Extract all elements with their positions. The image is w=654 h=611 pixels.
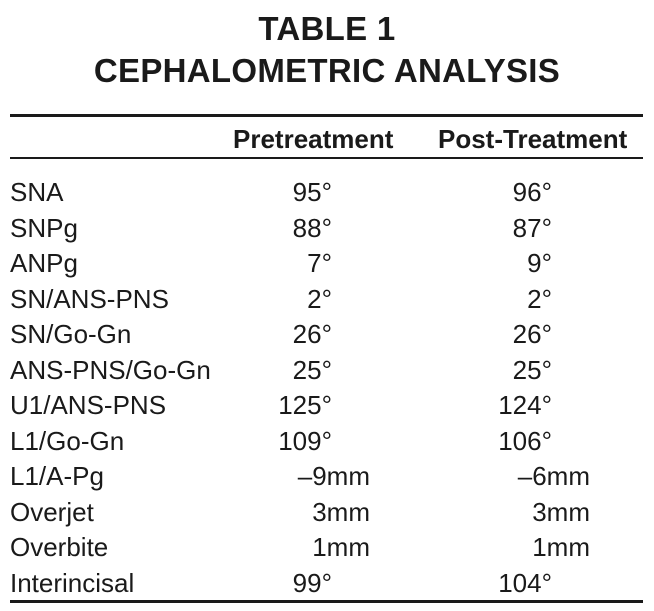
row-label: SNPg: [10, 212, 78, 243]
table-row: [0, 459, 654, 495]
table-row: [0, 530, 654, 566]
pretreatment-value: –9mm: [297, 461, 370, 491]
post-treatment-value: 2°: [527, 283, 552, 314]
pretreatment-value: 95°: [292, 177, 332, 207]
table-row: [0, 175, 654, 211]
table-row: [0, 317, 654, 353]
pretreatment-value: 7°: [307, 248, 332, 278]
table-row: [0, 282, 654, 318]
table-row: [0, 388, 654, 424]
row-label: ANPg: [10, 248, 78, 278]
table-row: [0, 211, 654, 247]
post-treatment-value: 9°: [527, 248, 552, 278]
pretreatment-value: 1mm: [312, 532, 370, 562]
header-rule: [10, 157, 643, 159]
row-label: Interincisal: [10, 567, 135, 598]
row-label: ANS-PNS/Go-Gn: [10, 354, 211, 385]
pretreatment-value: 88°: [292, 212, 332, 243]
post-treatment-value: –6mm: [517, 461, 590, 491]
table-row: [0, 566, 654, 602]
post-treatment-value: 124°: [498, 390, 552, 420]
table-row: [0, 424, 654, 460]
pretreatment-value: 99°: [292, 567, 332, 598]
pretreatment-value: 25°: [292, 354, 332, 385]
row-label: U1/ANS-PNS: [10, 390, 167, 420]
table-title: [0, 8, 654, 92]
row-label: SN/Go-Gn: [10, 319, 132, 349]
post-treatment-value: 106°: [498, 425, 552, 456]
pretreatment-value: 26°: [292, 319, 332, 349]
post-treatment-value: 25°: [512, 354, 552, 385]
row-label: L1/Go-Gn: [10, 425, 125, 456]
row-label: SN/ANS-PNS: [10, 283, 169, 314]
top-rule: [10, 114, 643, 117]
table-row: [0, 353, 654, 389]
post-treatment-value: 104°: [498, 567, 552, 598]
table-caption: CEPHALOMETRIC ANALYSIS: [93, 52, 561, 89]
row-label: L1/A-Pg: [10, 461, 104, 491]
post-treatment-value: 1mm: [532, 532, 590, 562]
pretreatment-value: 125°: [278, 390, 332, 420]
column-header-pretreatment: Pretreatment: [233, 124, 394, 154]
post-treatment-value: 87°: [512, 212, 552, 243]
row-label: Overjet: [10, 496, 94, 527]
post-treatment-value: 3mm: [532, 496, 590, 527]
post-treatment-value: 96°: [512, 177, 552, 207]
row-label: Overbite: [10, 532, 109, 562]
pretreatment-value: 3mm: [312, 496, 370, 527]
post-treatment-value: 26°: [512, 319, 552, 349]
table-body: [0, 175, 654, 601]
pretreatment-value: 109°: [278, 425, 332, 456]
column-header-post-treatment: Post-Treatment: [438, 124, 628, 154]
table-row: [0, 246, 654, 282]
pretreatment-value: 2°: [307, 283, 332, 314]
bottom-rule: [10, 600, 643, 603]
table-number: TABLE 1: [258, 10, 396, 47]
row-label: SNA: [10, 177, 64, 207]
table-row: [0, 495, 654, 531]
